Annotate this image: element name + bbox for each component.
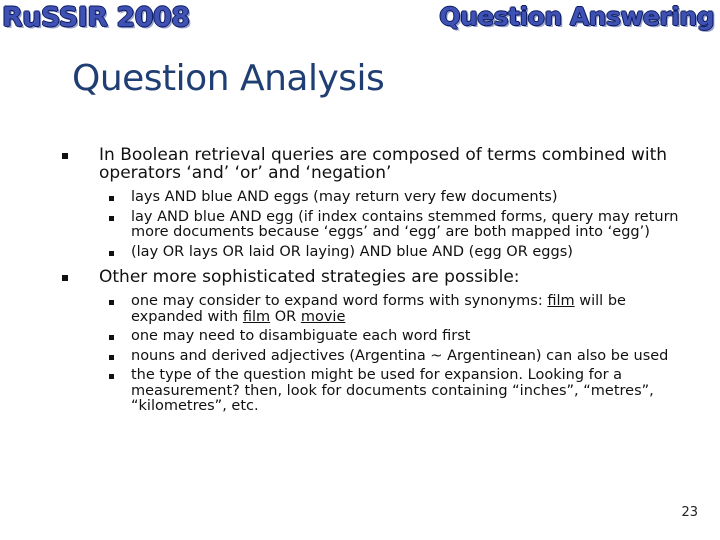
square-bullet-icon bbox=[109, 355, 114, 360]
question-answering-logo: Question Answering bbox=[439, 2, 714, 31]
sub-bullet-text: (lay OR lays OR laid OR laying) AND blue AND (egg OR eggs) bbox=[131, 243, 573, 260]
film-term: film bbox=[242, 308, 271, 325]
sub-bullet-text: one may consider to expand word forms with synonyms: bbox=[131, 293, 548, 309]
bullet-sophisticated-strategies bbox=[62, 268, 682, 286]
sub-bullet-text: one may need to disambiguate each word first bbox=[131, 328, 471, 344]
film-term: film bbox=[547, 293, 575, 309]
sub-bullet-synonyms bbox=[62, 294, 682, 325]
sub-bullet-text: nouns and derived adjectives (Argentina ~ Argentinean) can also be used bbox=[131, 347, 669, 364]
bullet-boolean-retrieval bbox=[62, 146, 682, 182]
sub-bullet-text: the type of the question might be used for expansion. Looking for a measurement? then, look for documents containing “inches”, “metres”, “kilometres”, etc. bbox=[131, 367, 654, 414]
russir-logo: RuSSIR 2008 bbox=[2, 2, 190, 33]
page-number: 23 bbox=[681, 505, 698, 520]
sub-bullet bbox=[62, 210, 682, 241]
sub-bullet-text: will be expanded with bbox=[131, 293, 626, 325]
sub-bullet-text: OR bbox=[270, 308, 301, 325]
slide-title: Question Analysis bbox=[72, 58, 385, 99]
square-bullet-icon bbox=[62, 275, 68, 281]
sub-bullet bbox=[62, 329, 682, 345]
sub-bullet-text: lay AND blue AND egg (if index contains stemmed forms, query may return more documents because ‘eggs’ and ‘egg’ are both mapped into ‘egg’) bbox=[131, 208, 679, 240]
sub-bullet bbox=[62, 190, 682, 206]
sub-bullet bbox=[62, 349, 682, 365]
square-bullet-icon bbox=[109, 300, 114, 305]
sub-bullet bbox=[62, 245, 682, 261]
square-bullet-icon bbox=[109, 216, 114, 221]
movie-term: movie bbox=[300, 308, 346, 325]
square-bullet-icon bbox=[109, 374, 114, 379]
square-bullet-icon bbox=[109, 335, 114, 340]
square-bullet-icon bbox=[109, 251, 114, 256]
square-bullet-icon bbox=[109, 196, 114, 201]
square-bullet-icon bbox=[62, 153, 68, 159]
sub-bullet bbox=[62, 368, 682, 415]
bullet-text: Other more sophisticated strategies are possible: bbox=[99, 267, 520, 287]
slide-content bbox=[62, 146, 682, 423]
sub-bullet-text: lays AND blue AND eggs (may return very few documents) bbox=[131, 189, 558, 205]
bullet-text: In Boolean retrieval queries are composed of terms combined with operators ‘and’ ‘or’ and ‘negation’ bbox=[99, 145, 668, 183]
